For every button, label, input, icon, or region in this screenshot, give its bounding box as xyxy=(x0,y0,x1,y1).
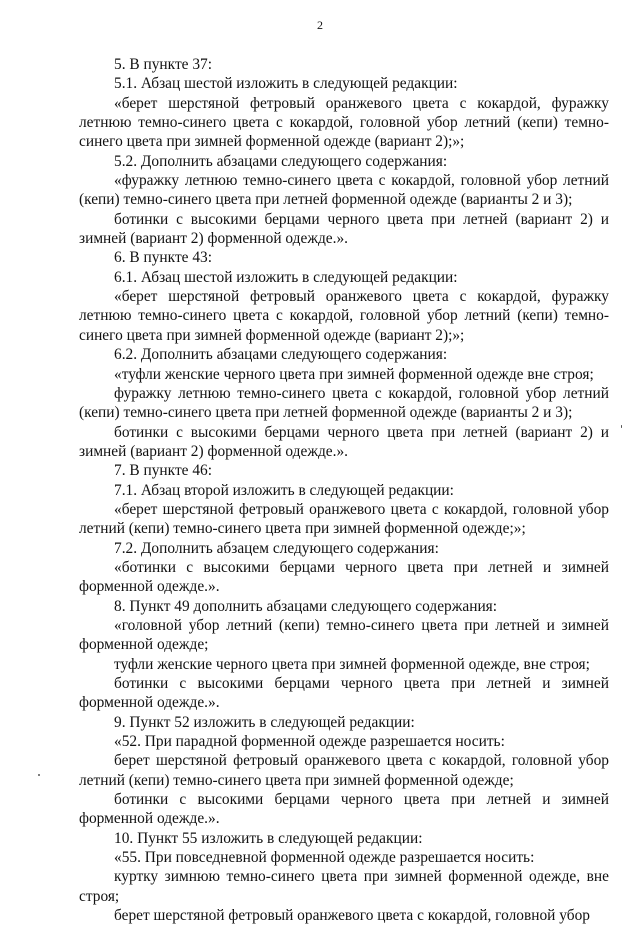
paragraph-5-heading: 5. В пункте 37: xyxy=(114,56,213,73)
page-number: 2 xyxy=(317,18,323,32)
scan-speck-right xyxy=(621,425,622,428)
paragraph-10-text-b: куртку зимнюю темно-синего цвета при зимней форменной одежде, вне строя; xyxy=(79,868,609,905)
paragraph-6-2: 6.2. Дополнить абзацами следующего содержания: xyxy=(114,346,448,364)
scan-speck-left xyxy=(38,774,40,776)
paragraph-7-2: 7.2. Дополнить абзацем следующего содержания: xyxy=(114,539,439,557)
paragraph-6-1: 6.1. Абзац шестой изложить в следующей редакции: xyxy=(114,268,458,286)
paragraph-8-text-b: туфли женские черного цвета при зимней форменной одежде, вне строя; xyxy=(114,655,590,673)
paragraph-5-2-text-b: ботинки с высокими берцами черного цвета при летней (вариант 2) и зимней (вариант 2) форменной одежде.». xyxy=(79,210,609,248)
paragraph-5-1: 5.1. Абзац шестой изложить в следующей редакции: xyxy=(114,75,458,93)
paragraph-10-text-c: берет шерстяной фетровый оранжевого цвета с кокардой, головной убор xyxy=(114,907,590,925)
paragraph-6-1-text: «берет шерстяной фетровый оранжевого цвета с кокардой, фуражку летнюю темно-синего цвета с кокардой, головной убор летний (кепи) темно-синего цвета при зимней форменной одежде (вариант 2);»; xyxy=(79,288,609,344)
paragraph-9-text-a: «52. При парадной форменной одежде разрешается носить: xyxy=(114,733,505,751)
paragraph-8-heading: 8. Пункт 49 дополнить абзацами следующего содержания: xyxy=(114,597,498,615)
paragraph-8-text-c: ботинки с высокими берцами черного цвета при летней и зимней форменной одежде.». xyxy=(79,675,609,712)
paragraph-6-2-text-c: ботинки с высокими берцами черного цвета при летней (вариант 2) и зимней (вариант 2) форменной одежде.». xyxy=(79,423,609,460)
paragraph-5-2-text-a: «фуражку летнюю темно-синего цвета с кокардой, головной убор летний (кепи) темно-синего цвета при летней форменной одежде (варианты 2 и 3); xyxy=(79,172,609,209)
paragraph-5-1-text: «берет шерстяной фетровый оранжевого цвета с кокардой, фуражку летнюю темно-синего цвета с кокардой, головной убор летний (кепи) темно-синего цвета при зимней форменной одежде (вариант 2);»; xyxy=(79,94,609,151)
paragraph-5-2: 5.2. Дополнить абзацами следующего содержания: xyxy=(114,152,448,170)
paragraph-7-1: 7.1. Абзац второй изложить в следующей редакции: xyxy=(114,481,454,499)
paragraph-9-text-c: ботинки с высокими берцами черного цвета при летней и зимней форменной одежде.». xyxy=(79,791,609,828)
paragraph-9-text-b: берет шерстяной фетровый оранжевого цвета с кокардой, головной убор летний (кепи) темно-синего цвета при зимней форменной одежде; xyxy=(79,752,609,789)
paragraph-7-2-text: «ботинки с высокими берцами черного цвета при летней и зимней форменной одежде.». xyxy=(79,558,609,596)
paragraph-6-2-text-b: фуражку летнюю темно-синего цвета с кокардой, головной убор летний (кепи) темно-синего цвета при летней форменной одежде (варианты 2 и 3); xyxy=(79,384,609,422)
paragraph-6-heading: 6. В пункте 43: xyxy=(114,249,213,267)
paragraph-7-heading: 7. В пункте 46: xyxy=(114,462,213,480)
document-body xyxy=(79,55,609,925)
paragraph-6-2-text-a: «туфли женские черного цвета при зимней форменной одежде вне строя; xyxy=(114,365,594,383)
paragraph-10-text-a: «55. При повседневной форменной одежде разрешается носить: xyxy=(114,849,535,867)
paragraph-7-1-text: «берет шерстяной фетровый оранжевого цвета с кокардой, головной убор летний (кепи) темно-синего цвета при зимней форменной одежде;»; xyxy=(79,500,609,538)
paragraph-8-text-a: «головной убор летний (кепи) темно-синего цвета при летней и зимней форменной одежде; xyxy=(79,616,609,654)
paragraph-9-heading: 9. Пункт 52 изложить в следующей редакции: xyxy=(114,713,415,731)
paragraph-10-heading: 10. Пункт 55 изложить в следующей редакции: xyxy=(114,829,423,847)
